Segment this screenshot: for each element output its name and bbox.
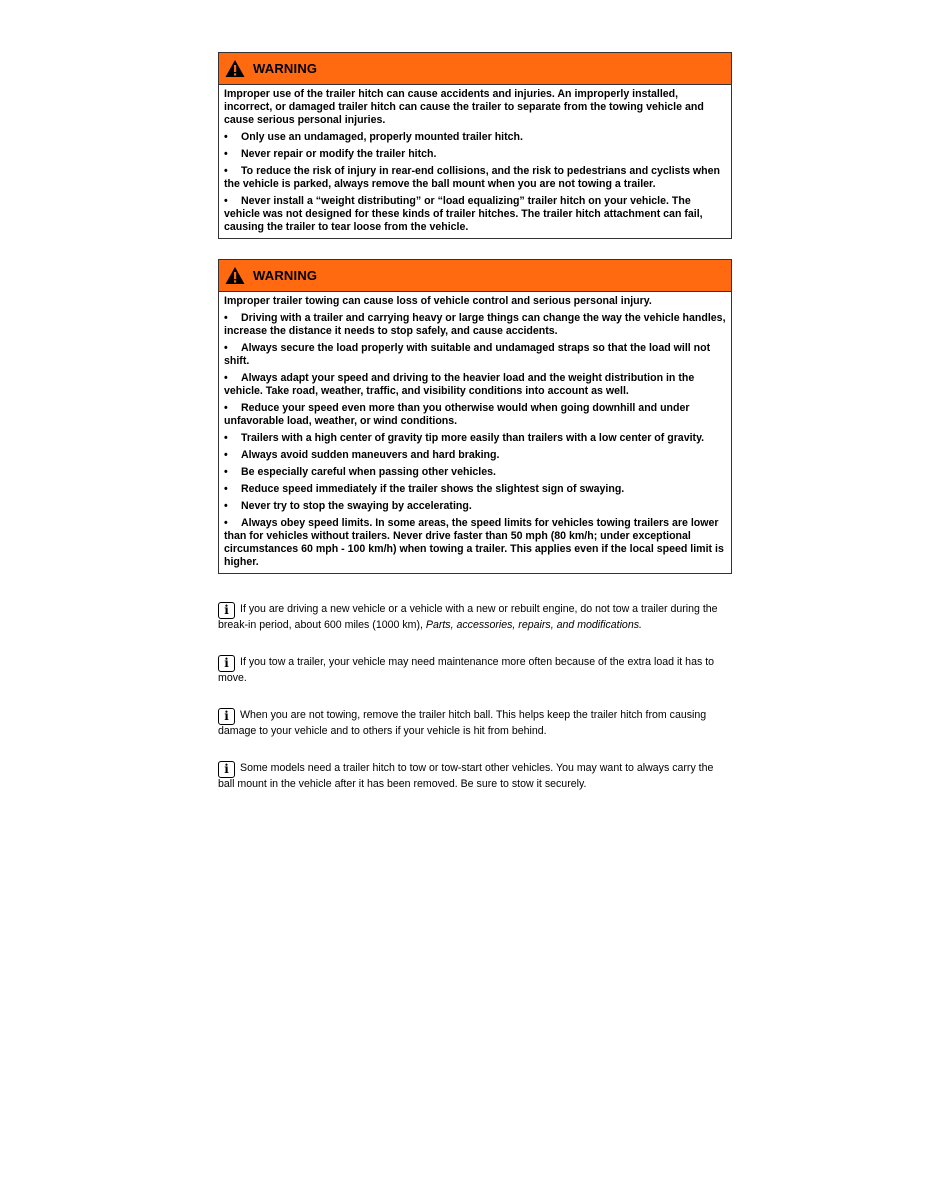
warning-bullet: • Always avoid sudden maneuvers and hard braking. xyxy=(224,449,500,461)
bullet-icon: • xyxy=(224,312,228,324)
warning-triangle-icon xyxy=(225,59,245,78)
bullet-icon: • xyxy=(224,466,228,478)
bullet-icon: • xyxy=(224,449,228,461)
warning-box-trailer-hitch xyxy=(218,52,732,239)
warning-body xyxy=(219,85,731,238)
warning-title: WARNING xyxy=(253,61,318,76)
info-icon: i xyxy=(218,602,235,619)
note-text: If you are driving a new vehicle or a vehicle with a new or rebuilt engine, do not tow a trailer during the break-in period, about 600 miles (1000 km), xyxy=(218,603,718,631)
warning-intro: Improper trailer towing can cause loss of vehicle control and serious personal injury. xyxy=(224,295,652,307)
cross-reference-link[interactable]: Parts, accessories, repairs, and modifications. xyxy=(425,619,642,631)
warning-header xyxy=(219,53,731,85)
note-tow-start xyxy=(218,761,732,791)
warning-bullet: • Always obey speed limits. In some areas, the speed limits for vehicles towing trailers are lower than for vehicles without trailers. Never drive faster than 50 mph (80 km/h; under exceptional circumstances 60 mph - 100 km/h) when towing a trailer. This applies even if the local speed limit is higher. xyxy=(224,517,724,568)
note-text: If you tow a trailer, your vehicle may need maintenance more often because of the extra load it has to move. xyxy=(218,656,715,684)
bullet-icon: • xyxy=(224,432,228,444)
info-icon: i xyxy=(218,655,235,672)
note-hitch-ball xyxy=(218,708,732,738)
warning-title: WARNING xyxy=(253,268,318,283)
warning-bullet: • Only use an undamaged, properly mounted trailer hitch. xyxy=(224,131,523,143)
bullet-icon: • xyxy=(224,372,228,384)
bullet-icon: • xyxy=(224,342,228,354)
warning-box-trailer-towing xyxy=(218,259,732,574)
warning-body xyxy=(219,292,731,573)
warning-bullet: • Trailers with a high center of gravity tip more easily than trailers with a low center of gravity. xyxy=(224,432,705,444)
bullet-icon: • xyxy=(224,165,228,177)
note-text: When you are not towing, remove the trailer hitch ball. This helps keep the trailer hitch from causing damage to your vehicle and to others if your vehicle is hit from behind. xyxy=(218,709,707,737)
bullet-icon: • xyxy=(224,483,228,495)
warning-bullet: • Never try to stop the swaying by accelerating. xyxy=(224,500,472,512)
bullet-icon: • xyxy=(224,195,228,207)
bullet-icon: • xyxy=(224,131,228,143)
warning-bullet: • Driving with a trailer and carrying heavy or large things can change the way the vehicle handles, increase the distance it needs to stop safely, and cause accidents. xyxy=(224,312,726,337)
bullet-icon: • xyxy=(224,500,228,512)
bullet-icon: • xyxy=(224,148,228,160)
note-text: Some models need a trailer hitch to tow or tow-start other vehicles. You may want to always carry the ball mount in the vehicle after it has been removed. Be sure to stow it securely. xyxy=(218,762,714,790)
warning-bullet: • Reduce speed immediately if the trailer shows the slightest sign of swaying. xyxy=(224,483,625,495)
note-maintenance xyxy=(218,655,732,685)
warning-bullet: • Reduce your speed even more than you otherwise would when going downhill and under unfavorable load, weather, or wind conditions. xyxy=(224,402,690,427)
warning-bullet: • Never repair or modify the trailer hitch. xyxy=(224,148,437,160)
warning-triangle-icon xyxy=(225,266,245,285)
info-icon: i xyxy=(218,761,235,778)
info-icon: i xyxy=(218,708,235,725)
note-break-in xyxy=(218,602,732,632)
warning-header xyxy=(219,260,731,292)
bullet-icon: • xyxy=(224,402,228,414)
warning-bullet: • Always secure the load properly with suitable and undamaged straps so that the load will not shift. xyxy=(224,342,711,367)
warning-bullet: • Always adapt your speed and driving to the heavier load and the weight distribution in the vehicle. Take road, weather, traffic, and visibility conditions into account as well. xyxy=(224,372,695,397)
warning-bullet: • Be especially careful when passing other vehicles. xyxy=(224,466,496,478)
warning-bullet: • Never install a “weight distributing” or “load equalizing” trailer hitch on your vehicle. The vehicle was not designed for these kinds of trailer hitches. The trailer hitch attachment can fail, causing the trailer to tear loose from the vehicle. xyxy=(224,195,703,233)
warning-intro: Improper use of the trailer hitch can cause accidents and injuries. An improperly installed, incorrect, or damaged trailer hitch can cause the trailer to separate from the towing vehicle and cause serious personal injuries. xyxy=(224,88,704,126)
bullet-icon: • xyxy=(224,517,228,529)
warning-bullet: • To reduce the risk of injury in rear-end collisions, and the risk to pedestrians and cyclists when the vehicle is parked, always remove the ball mount when you are not towing a trailer. xyxy=(224,165,720,190)
